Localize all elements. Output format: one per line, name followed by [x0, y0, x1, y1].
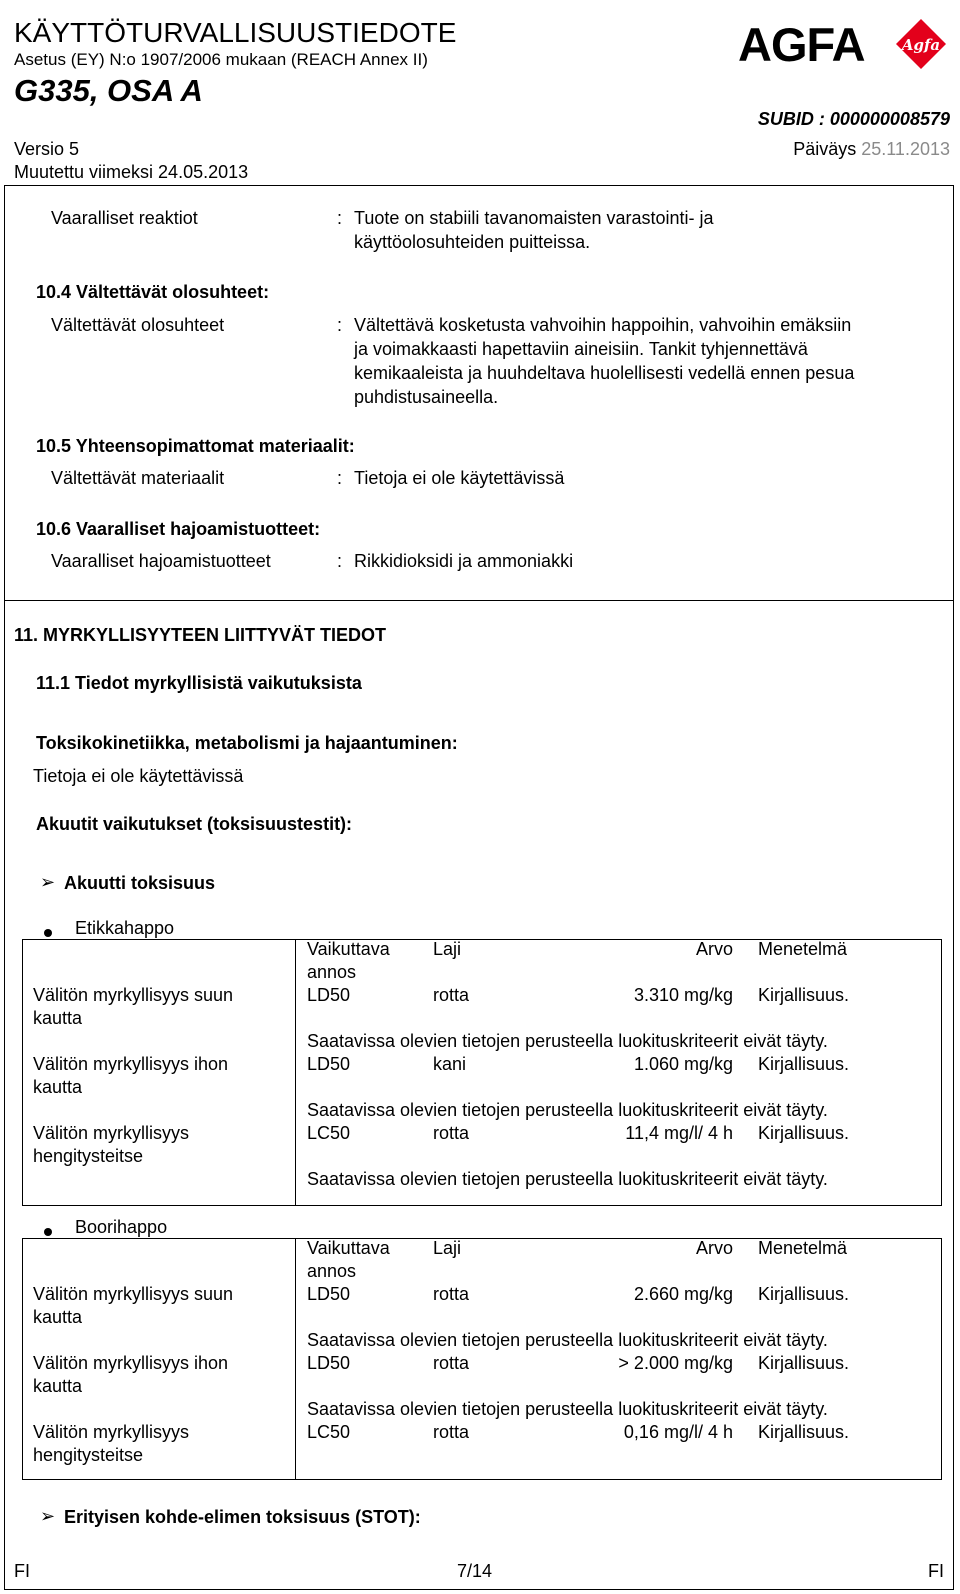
method: Kirjallisuus.: [758, 1284, 850, 1304]
toxicokinetics-value: Tietoja ei ole käytettävissä: [33, 766, 244, 786]
agfa-badge-icon: [896, 19, 946, 69]
document-title: KÄYTTÖTURVALLISUUSTIEDOTE: [14, 17, 457, 48]
stot-heading: Erityisen kohde-elimen toksisuus (STOT):: [64, 1507, 421, 1527]
table-data-column: [296, 940, 942, 1206]
method: Kirjallisuus.: [758, 985, 850, 1005]
value: 3.310 mg/kg: [633, 985, 733, 1005]
section-11-1-title: 11.1 Tiedot myrkyllisistä vaikutuksista: [36, 673, 362, 693]
row-label: Välitön myrkyllisyys: [33, 1422, 190, 1442]
issue-date-value: 25.11.2013: [861, 139, 950, 159]
method: Kirjallisuus.: [758, 1422, 850, 1442]
value: 2.660 mg/kg: [633, 1284, 733, 1304]
note: Saatavissa olevien tietojen perusteella luokituskriteerit eivät täyty.: [307, 1330, 828, 1350]
decomp-label: Vaaralliset hajoamistuotteet: [51, 551, 271, 571]
header-value: Arvo: [695, 939, 733, 959]
arrow-bullet-icon: ➢: [40, 872, 56, 892]
section-10-5-title: 10.5 Yhteensopimattomat materiaalit:: [36, 436, 355, 456]
modified-date: Muutettu viimeksi 24.05.2013: [14, 162, 249, 182]
value: 1.060 mg/kg: [633, 1054, 733, 1074]
row-label: hengitysteitse: [33, 1445, 144, 1465]
reactive-label: Vaaralliset reaktiot: [51, 208, 198, 228]
dose: LC50: [307, 1422, 351, 1442]
row-label: kautta: [33, 1008, 83, 1028]
arrow-bullet-icon: ➢: [40, 1506, 56, 1526]
header-dose-2: annos: [307, 1261, 357, 1281]
reactive-value-2: käyttöolosuhteiden puitteissa.: [354, 232, 591, 252]
colon: :: [337, 468, 343, 488]
value: 0,16 mg/l/ 4 h: [623, 1422, 733, 1442]
table-label-column: [23, 1239, 296, 1480]
avoid-label: Vältettävät olosuhteet: [51, 315, 225, 335]
substance-name: Etikkahappo: [75, 918, 175, 938]
row-label: kautta: [33, 1376, 83, 1396]
issue-date: [793, 138, 950, 160]
agfa-logo: [738, 17, 952, 71]
row-label: kautta: [33, 1307, 83, 1327]
footer-language-left: FI: [14, 1561, 30, 1581]
header-value: Arvo: [695, 1238, 733, 1258]
note: Saatavissa olevien tietojen perusteella luokituskriteerit eivät täyty.: [307, 1399, 828, 1419]
section-10-6-title: 10.6 Vaaralliset hajoamistuotteet:: [36, 519, 321, 539]
dose: LC50: [307, 1123, 351, 1143]
materials-label: Vältettävät materiaalit: [51, 468, 225, 488]
bullet-icon: [44, 1228, 52, 1236]
colon: :: [337, 551, 343, 571]
method: Kirjallisuus.: [758, 1123, 850, 1143]
header-method: Menetelmä: [758, 1238, 848, 1258]
header-species: Laji: [433, 939, 462, 959]
header-species: Laji: [433, 1238, 462, 1258]
avoid-value-1: Vältettävä kosketusta vahvoihin happoihin, vahvoihin emäksiin: [354, 315, 852, 335]
method: Kirjallisuus.: [758, 1054, 850, 1074]
species: rotta: [433, 1284, 470, 1304]
avoid-value-2: ja voimakkaasti hapettaviin aineisiin. Tankit tyhjennettävä: [354, 339, 808, 359]
header-method: Menetelmä: [758, 939, 848, 959]
substance-name: Boorihappo: [75, 1217, 168, 1237]
acute-toxicity-heading: Akuutti toksisuus: [64, 873, 216, 893]
avoid-value-3: kemikaaleista ja huuhdeltava huolellisesti vedellä ennen pesua: [354, 363, 855, 383]
species: rotta: [433, 1123, 470, 1143]
product-name: G335, OSA A: [14, 73, 203, 108]
section-divider: [4, 600, 954, 601]
row-label: Välitön myrkyllisyys suun: [33, 985, 234, 1005]
value: > 2.000 mg/kg: [618, 1353, 733, 1373]
row-label: Välitön myrkyllisyys: [33, 1123, 190, 1143]
subid: SUBID : 000000008579: [757, 109, 950, 129]
row-label: Välitön myrkyllisyys ihon: [33, 1054, 229, 1074]
materials-value: Tietoja ei ole käytettävissä: [354, 468, 565, 488]
row-label: Välitön myrkyllisyys suun: [33, 1284, 234, 1304]
header-dose: Vaikuttava: [307, 939, 390, 959]
row-label: Välitön myrkyllisyys ihon: [33, 1353, 229, 1373]
dose: LD50: [307, 1054, 351, 1074]
row-label: kautta: [33, 1077, 83, 1097]
footer-language-right: FI: [928, 1561, 944, 1581]
avoid-value-4: puhdistusaineella.: [354, 387, 499, 407]
dose: LD50: [307, 985, 351, 1005]
table-label-column: [23, 940, 296, 1206]
note: Saatavissa olevien tietojen perusteella luokituskriteerit eivät täyty.: [307, 1031, 828, 1051]
method: Kirjallisuus.: [758, 1353, 850, 1373]
page-number: 7/14: [457, 1561, 493, 1581]
issue-date-label: Päiväys: [793, 139, 857, 159]
row-label: hengitysteitse: [33, 1146, 144, 1166]
colon: :: [337, 208, 343, 228]
note: Saatavissa olevien tietojen perusteella luokituskriteerit eivät täyty.: [307, 1100, 828, 1120]
dose: LD50: [307, 1353, 351, 1373]
toxicity-table: [22, 1238, 942, 1480]
section-10-4-title: 10.4 Vältettävät olosuhteet:: [36, 282, 270, 302]
section-11-title: 11. MYRKYLLISYYTEEN LIITTYVÄT TIEDOT: [14, 625, 387, 645]
species: rotta: [433, 985, 470, 1005]
agfa-badge-text: Agfa: [901, 36, 941, 54]
agfa-logo-wordmark: AGFA: [738, 18, 865, 71]
header-dose-2: annos: [307, 962, 357, 982]
dose: LD50: [307, 1284, 351, 1304]
header-dose: Vaikuttava: [307, 1238, 390, 1258]
regulation-line: Asetus (EY) N:o 1907/2006 mukaan (REACH Annex II): [14, 50, 428, 69]
note: Saatavissa olevien tietojen perusteella luokituskriteerit eivät täyty.: [307, 1169, 828, 1189]
colon: :: [337, 315, 343, 335]
toxicokinetics-title: Toksikokinetiikka, metabolismi ja hajaantuminen:: [36, 733, 458, 753]
toxicity-table: [22, 939, 942, 1206]
reactive-value-1: Tuote on stabiili tavanomaisten varastointi- ja: [354, 208, 714, 228]
acute-effects-title: Akuutit vaikutukset (toksisuustestit):: [36, 814, 353, 834]
value: 11,4 mg/l/ 4 h: [625, 1123, 733, 1143]
species: rotta: [433, 1353, 470, 1373]
version: Versio 5: [14, 139, 80, 159]
decomp-value: Rikkidioksidi ja ammoniakki: [354, 551, 574, 571]
bullet-icon: [44, 929, 52, 937]
species: kani: [433, 1054, 467, 1074]
species: rotta: [433, 1422, 470, 1442]
table-data-column: [296, 1239, 942, 1480]
